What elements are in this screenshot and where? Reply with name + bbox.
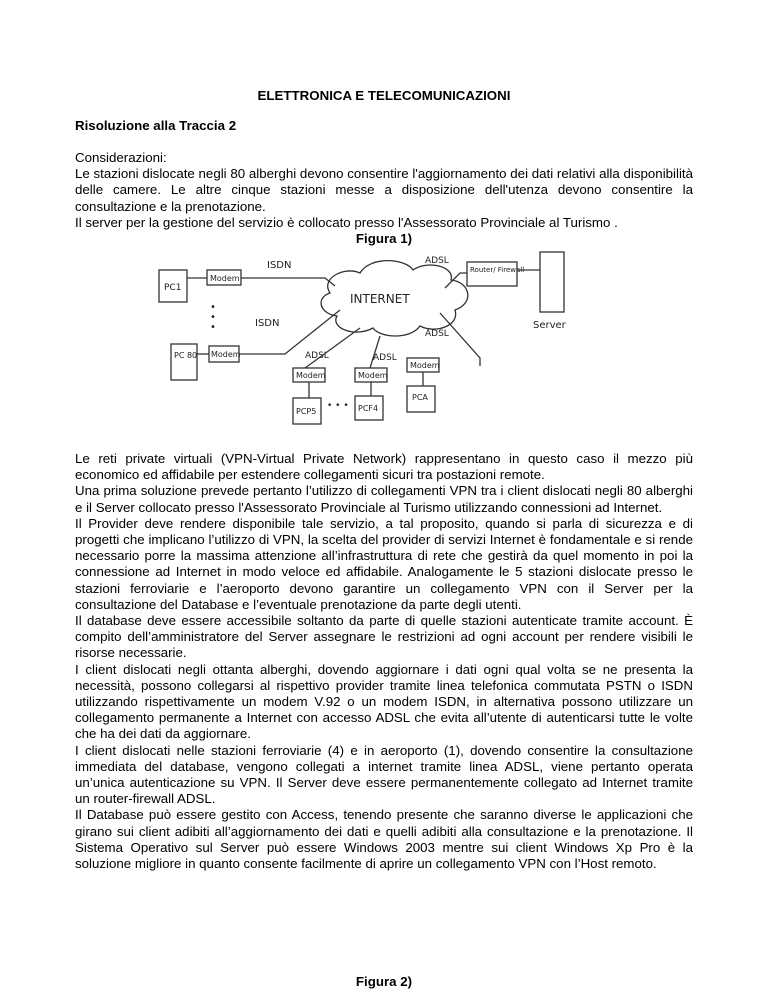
modem-label: Modem xyxy=(211,350,241,359)
adsl-label: ADSL xyxy=(373,353,397,363)
body-text xyxy=(75,451,693,872)
paragraph: I client dislocati nelle stazioni ferroviarie (4) e in aeroporto (1), dovendo consentire la consultazione immediata del database, vengono collegati a internet tramite linea ADSL, viene pertanto operata un’unica autenticazione su VPN. Il Server deve essere permanentemente collegato ad Internet tramite un router-firewall ADSL. xyxy=(75,742,693,807)
paragraph: Il database deve essere accessibile soltanto da parte di quelle stazioni autenticate tramite account. È compito dell’amministratore del Server assegnare le restrizioni ad ogni account per rendere visibili le risorse necessarie. xyxy=(75,613,693,661)
pcf4-label: PCF4 xyxy=(358,404,379,413)
pc80-box xyxy=(171,344,197,380)
adsl-label: ADSL xyxy=(425,256,449,266)
svg-text:•: • xyxy=(210,302,216,313)
paragraph: Il Database può essere gestito con Access, tenendo presente che saranno diverse le applicazioni che girano sui client adibiti all’aggiornamento dei dati e quelli adibiti alla consultazione e la prenotazione. Il Sistema Operativo sul Server può essere Windows 2003 mentre sui client Windows Xp Pro è la soluzione migliore in quanto consente facilmente di aprire un collegamento VPN con l’Host remoto. xyxy=(75,807,693,872)
pcp5-label: PCP5 xyxy=(296,407,317,416)
pc1-label: PC1 xyxy=(164,283,182,293)
network-diagram xyxy=(155,248,625,438)
modem-label: Modem xyxy=(410,361,440,370)
isdn-label: ISDN xyxy=(267,260,292,271)
server-box xyxy=(540,252,564,312)
pc80-label: PC 80 xyxy=(174,351,198,360)
paragraph: Una prima soluzione prevede pertanto l’utilizzo di collegamenti VPN tra i client dislocati negli 80 alberghi e il Server collocato presso l'Assessorato Provinciale al Turismo utilizzando connessioni ad Internet. xyxy=(75,483,693,515)
figure2-caption: Figura 2) xyxy=(355,974,413,989)
isdn-label: ISDN xyxy=(255,318,280,329)
server-label: Server xyxy=(533,320,566,331)
modem-label: Modem xyxy=(210,274,240,283)
figure1-caption: Figura 1) xyxy=(355,231,413,246)
router-label: Router/ Firewall xyxy=(470,266,525,274)
pca-label: PCA xyxy=(412,393,428,402)
document-title: ELETTRONICA E TELECOMUNICAZIONI xyxy=(257,88,511,103)
intro-text xyxy=(75,150,693,231)
paragraph: Il Provider deve rendere disponibile tale servizio, a tal proposito, quando si parla di sicurezza e di progetti che implicano l’utilizzo di VPN, la scelta del provider di servizi Internet è fondamentale e si rende necessario porre la massima attenzione all’infrastruttura di rete che gestirà da quel momento in poi la connessione ad Internet in modo veloce ed affidabile. Analogamente le 5 stazioni dislocate presso le stazioni ferroviarie e l’aeroporto devono garantire un collegamento VPN con il Server per la consultazione del Database e l’eventuale prenotazione da parte degli utenti. xyxy=(75,515,693,612)
internet-label: INTERNET xyxy=(350,292,410,306)
modem-label: Modem xyxy=(296,371,326,380)
paragraph: Il server per la gestione del servizio è collocato presso l'Assessorato Provinciale al Turismo . xyxy=(75,214,618,230)
modem-label: Modem xyxy=(358,371,388,380)
paragraph: I client dislocati negli ottanta alberghi, dovendo aggiornare i dati ogni qual volta se ne presenta la necessità, possono collegarsi al rispettivo provider tramite linea telefonica commutata PSTN o ISDN utilizzando rispettivamente un modem V.92 o un modem ISDN, in alternativa possono utilizzare un collegamento permanente a Internet con accesso ADSL che evita all’utente di autenticarsi tutte le volte che ha dei dati da aggiornare. xyxy=(75,661,693,742)
paragraph: Le reti private virtuali (VPN-Virtual Private Network) rappresentano in questo caso il mezzo più economico ed affidabile per estendere collegamenti sicuri tra postazioni remote. xyxy=(75,451,693,483)
adsl-label: ADSL xyxy=(425,329,449,339)
svg-text:•: • xyxy=(210,312,216,323)
section-subtitle: Risoluzione alla Traccia 2 xyxy=(75,118,237,133)
svg-text:•: • xyxy=(210,322,216,333)
adsl-label: ADSL xyxy=(305,351,329,361)
paragraph: Le stazioni dislocate negli 80 alberghi devono consentire l'aggiornamento dei dati relativi alla disponibilità delle camere. Le altre cinque stazioni messe a disposizione dell'utenza devono consentire la consultazione e la prenotazione. xyxy=(75,166,693,214)
paragraph: Considerazioni: xyxy=(75,150,167,165)
ellipsis: • • • xyxy=(327,401,349,411)
